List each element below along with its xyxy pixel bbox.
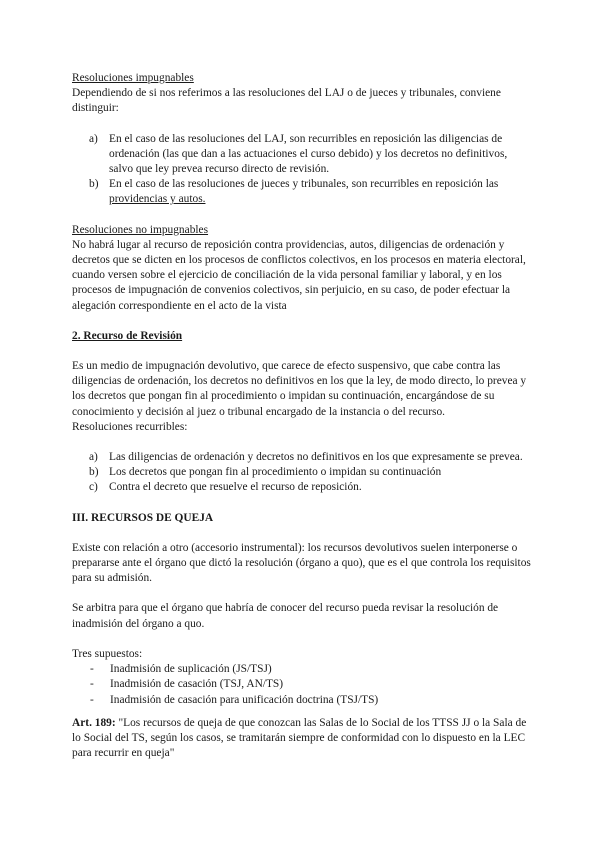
paragraph-intro: Dependiendo de si nos referimos a las resoluciones del LAJ o de jueces y tribunales, conviene distinguir:	[72, 87, 501, 115]
list-item	[72, 662, 532, 677]
list-marker: b)	[89, 178, 99, 191]
article-text: "Los recursos de queja de que conozcan las Salas de lo Social de los TTSS JJ o la Sala de lo Social del TS, según los casos, se tramitarán siempre de conformidad con lo dispuesto en la LEC para recurrir en queja"	[72, 716, 527, 760]
list-marker: c)	[89, 481, 98, 494]
heading-resoluciones-impugnables: Resoluciones impugnables	[72, 72, 194, 84]
paragraph-queja-1: Existe con relación a otro (accesorio instrumental): los recursos devolutivos suelen interponerse o prepararse ante el órgano que dictó la resolución (órgano a quo), que es el que controla los requisitos para su admisión.	[72, 541, 531, 585]
list-marker: a)	[89, 132, 98, 145]
list-item-text: Inadmisión de suplicación (JS/TSJ)	[110, 663, 272, 676]
list-item-text: Los decretos que pongan fin al procedimiento o impidan su continuación	[109, 466, 442, 479]
paragraph-revision: Es un medio de impugnación devolutivo, que carece de efecto suspensivo, que cabe contra las diligencias de ordenación, los decretos no definitivos en los que la ley, de modo directo, lo prevea y los decretos que pongan fin al procedimiento o impidan su continuación, encargándose de su conocimiento y decisión al juez o tribunal encargado de la instancia o del recurso.	[72, 360, 527, 418]
article-label: Art. 189:	[72, 716, 116, 729]
heading-recurso-revision: 2. Recurso de Revisión	[72, 329, 183, 342]
list-item-text-underlined: providencias y autos.	[109, 193, 206, 206]
list-item	[72, 465, 532, 480]
list-marker: -	[90, 663, 94, 676]
heading-recursos-de-queja: III. RECURSOS DE QUEJA	[72, 511, 214, 524]
list-item	[72, 480, 532, 495]
list-item-text: Las diligencias de ordenación y decretos no definitivos en los que expresamente se prevea.	[109, 451, 523, 464]
list-marker: -	[90, 678, 94, 691]
list-marker: a)	[89, 451, 98, 464]
list-item	[72, 177, 532, 207]
list-impugnables	[72, 132, 532, 208]
list-item-text: En el caso de las resoluciones del LAJ, son recurribles en reposición las diligencias de ordenación (las que dan a las actuaciones el curso debido) y los decretos no definitivos, salvo que ley prevea recurso directo de revisión.	[109, 132, 508, 176]
list-item	[72, 677, 532, 692]
paragraph-tres-supuestos: Tres supuestos:	[72, 647, 143, 660]
list-item-text: Inadmisión de casación para unificación doctrina (TSJ/TS)	[110, 693, 379, 706]
list-supuestos	[72, 662, 532, 708]
list-item	[72, 693, 532, 708]
paragraph-no-impugnables: No habrá lugar al recurso de reposición contra providencias, autos, diligencias de ordenación y decretos que se dicten en los procesos de conflictos colectivos, en los procesos en materia electoral, cuando versen sobre el ejercicio de conciliación de la vida personal familiar y laboral, y en los procesos de impugnación de convenios colectivos, sin perjuicio, en su caso, de poder efectuar la alegación correspondiente en el acto de la vista	[72, 238, 526, 312]
document-page	[72, 71, 532, 761]
paragraph-art-189	[72, 716, 532, 762]
list-item-text: Inadmisión de casación (TSJ, AN/TS)	[110, 678, 284, 691]
list-item-text: En el caso de las resoluciones de jueces y tribunales, son recurribles en reposición las	[109, 178, 499, 191]
paragraph-queja-2: Se arbitra para que el órgano que habría de conocer del recurso pueda revisar la resolución de inadmisión del órgano a quo.	[72, 602, 499, 630]
heading-resoluciones-no-impugnables: Resoluciones no impugnables	[72, 223, 209, 236]
list-item	[72, 450, 532, 465]
list-recurribles	[72, 450, 532, 496]
subheading-resoluciones-recurribles: Resoluciones recurribles:	[72, 420, 188, 433]
list-marker: -	[90, 693, 94, 706]
list-item	[72, 132, 532, 178]
list-marker: b)	[89, 466, 99, 479]
list-item-text: Contra el decreto que resuelve el recurso de reposición.	[109, 481, 362, 494]
